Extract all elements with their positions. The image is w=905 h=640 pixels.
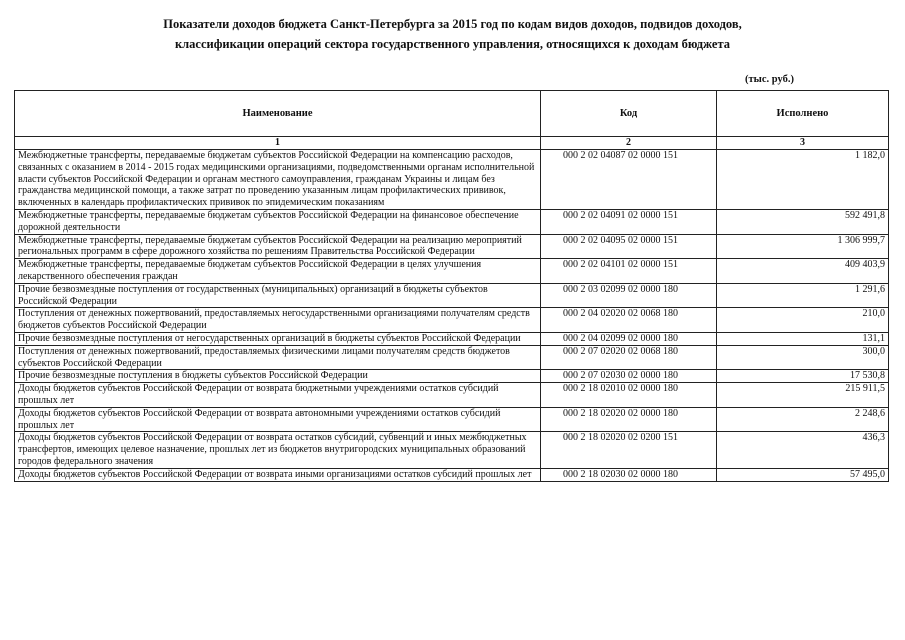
row-value-cell: 2 248,6	[717, 407, 889, 432]
row-code-cell: 000 2 18 02020 02 0000 180	[541, 407, 717, 432]
row-value-cell: 436,3	[717, 432, 889, 468]
row-name-cell: Прочие безвозмездные поступления от негосударственных организаций в бюджеты субъектов Российской Федерации	[15, 332, 541, 345]
row-name-cell: Поступления от денежных пожертвований, предоставляемых негосударственными организациями получателям средств бюджетов субъектов Российской Федерации	[15, 308, 541, 333]
table-row	[15, 332, 889, 345]
row-value-cell: 210,0	[717, 308, 889, 333]
row-code-cell: 000 2 02 04095 02 0000 151	[541, 234, 717, 259]
row-name-cell: Доходы бюджетов субъектов Российской Федерации от возврата остатков субсидий, субвенций и иных межбюджетных трансфертов, имеющих целевое назначение, прошлых лет из бюджетов внутригородских муниципальных образований городов федерального значения	[15, 432, 541, 468]
row-name-cell: Межбюджетные трансферты, передаваемые бюджетам субъектов Российской Федерации на реализацию мероприятий региональных программ в сфере дорожного хозяйства по решениям Правительства Российской Федерации	[15, 234, 541, 259]
row-name-cell: Прочие безвозмездные поступления в бюджеты субъектов Российской Федерации	[15, 370, 541, 383]
table-row	[15, 259, 889, 284]
row-code-cell: 000 2 04 02020 02 0068 180	[541, 308, 717, 333]
row-name-cell: Межбюджетные трансферты, передаваемые бюджетам субъектов Российской Федерации на финансовое обеспечение дорожной деятельности	[15, 209, 541, 234]
revenue-table	[14, 90, 889, 482]
table-row	[15, 407, 889, 432]
table-row	[15, 345, 889, 370]
row-code-cell: 000 2 07 02020 02 0068 180	[541, 345, 717, 370]
row-value-cell: 409 403,9	[717, 259, 889, 284]
table-row	[15, 308, 889, 333]
row-value-cell: 215 911,5	[717, 383, 889, 408]
row-value-cell: 1 182,0	[717, 150, 889, 210]
row-code-cell: 000 2 07 02030 02 0000 180	[541, 370, 717, 383]
row-code-cell: 000 2 18 02010 02 0000 180	[541, 383, 717, 408]
row-code-cell: 000 2 02 04087 02 0000 151	[541, 150, 717, 210]
table-row	[15, 209, 889, 234]
table-row	[15, 234, 889, 259]
row-value-cell: 1 306 999,7	[717, 234, 889, 259]
row-name-cell: Прочие безвозмездные поступления от государственных (муниципальных) организаций в бюджеты субъектов Российской Федерации	[15, 283, 541, 308]
table-row	[15, 468, 889, 481]
table-row	[15, 370, 889, 383]
row-code-cell: 000 2 02 04101 02 0000 151	[541, 259, 717, 284]
header-row	[15, 91, 889, 137]
document-title	[0, 14, 905, 54]
row-value-cell: 57 495,0	[717, 468, 889, 481]
row-name-cell: Доходы бюджетов субъектов Российской Федерации от возврата иными организациями остатков субсидий прошлых лет	[15, 468, 541, 481]
row-value-cell: 592 491,8	[717, 209, 889, 234]
row-code-cell: 000 2 02 04091 02 0000 151	[541, 209, 717, 234]
units-label: (тыс. руб.)	[745, 74, 794, 85]
column-number-1: 1	[15, 137, 541, 150]
row-name-cell: Межбюджетные трансферты, передаваемые бюджетам субъектов Российской Федерации на компенсацию расходов, связанных с оказанием в 2014 - 2015 годах медицинскими организациями, подведомственными органам исполнительной власти субъектов Российской Федерации и органам местного самоуправления, гражданам Украины и лицам без гражданства медицинской помощи, а также затрат по проведению указанным лицам профилактических прививок, включенных в календарь профилактических прививок по эпидемическим показаниям	[15, 150, 541, 210]
table-row	[15, 150, 889, 210]
row-name-cell: Поступления от денежных пожертвований, предоставляемых физическими лицами получателям средств бюджетов субъектов Российской Федерации	[15, 345, 541, 370]
column-number-2: 2	[541, 137, 717, 150]
column-number-row	[15, 137, 889, 150]
column-number-3: 3	[717, 137, 889, 150]
title-line-2: классификации операций сектора государственного управления, относящихся к доходам бюджета	[174, 37, 731, 51]
header-code: Код	[541, 91, 717, 137]
row-code-cell: 000 2 18 02020 02 0200 151	[541, 432, 717, 468]
row-code-cell: 000 2 04 02099 02 0000 180	[541, 332, 717, 345]
row-name-cell: Доходы бюджетов субъектов Российской Федерации от возврата автономными учреждениями остатков субсидий прошлых лет	[15, 407, 541, 432]
row-code-cell: 000 2 18 02030 02 0000 180	[541, 468, 717, 481]
row-name-cell: Межбюджетные трансферты, передаваемые бюджетам субъектов Российской Федерации в целях улучшения лекарственного обеспечения граждан	[15, 259, 541, 284]
row-value-cell: 131,1	[717, 332, 889, 345]
row-value-cell: 300,0	[717, 345, 889, 370]
table-row	[15, 432, 889, 468]
title-line-1: Показатели доходов бюджета Санкт-Петербурга за 2015 год по кодам видов доходов, подвидов доходов,	[163, 17, 742, 31]
row-code-cell: 000 2 03 02099 02 0000 180	[541, 283, 717, 308]
table-row	[15, 383, 889, 408]
header-executed: Исполнено	[717, 91, 889, 137]
row-value-cell: 1 291,6	[717, 283, 889, 308]
row-name-cell: Доходы бюджетов субъектов Российской Федерации от возврата бюджетными учреждениями остатков субсидий прошлых лет	[15, 383, 541, 408]
row-value-cell: 17 530,8	[717, 370, 889, 383]
table-row	[15, 283, 889, 308]
header-name: Наименование	[15, 91, 541, 137]
